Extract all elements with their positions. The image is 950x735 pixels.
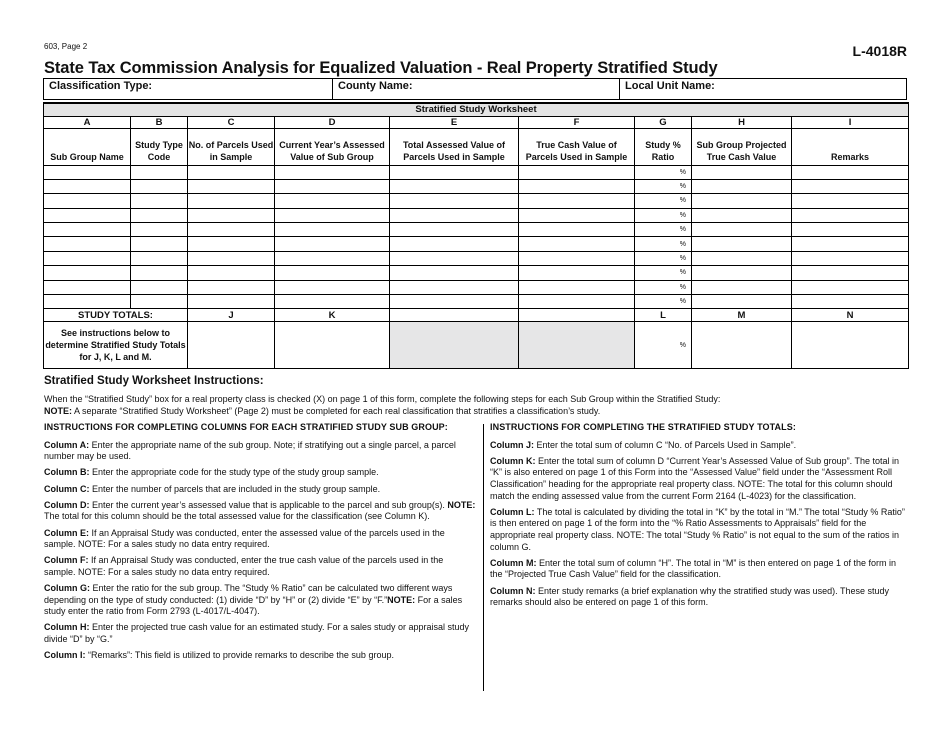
entry-cell[interactable] (275, 165, 390, 179)
page-title: State Tax Commission Analysis for Equalized Valuation - Real Property Stratified Study (44, 59, 718, 77)
column-letter: H (692, 116, 792, 128)
table-row (44, 223, 909, 237)
total-cell-shaded (519, 322, 635, 369)
note-label: NOTE: (447, 499, 476, 510)
entry-cell[interactable] (275, 237, 390, 251)
column-letter: A (44, 116, 131, 128)
instruction-item (44, 650, 476, 662)
instruction-item (44, 622, 476, 645)
instruction-item (44, 484, 476, 496)
entry-cell[interactable] (275, 194, 390, 208)
ratio-cell[interactable]: % (635, 251, 692, 265)
table-row (44, 165, 909, 179)
entry-cell[interactable] (275, 179, 390, 193)
entry-cell[interactable] (390, 223, 519, 237)
entry-cell[interactable] (44, 251, 131, 265)
note-text: A separate “Stratified Study Worksheet” (Page 2) must be completed for each real classification that stratifies a classification’s study. (72, 405, 601, 416)
entry-cell[interactable] (44, 280, 131, 294)
entry-cell[interactable] (390, 237, 519, 251)
ratio-cell[interactable]: % (635, 237, 692, 251)
instruction-item (490, 558, 906, 581)
entry-cell[interactable] (275, 266, 390, 280)
entry-cell[interactable] (692, 208, 792, 222)
entry-cell[interactable] (792, 251, 909, 265)
entry-cell[interactable] (519, 295, 635, 309)
total-cell[interactable] (188, 322, 275, 369)
note-label: NOTE: (387, 594, 416, 605)
instruction-item (490, 507, 906, 553)
instruction-text: Enter the appropriate name of the sub group. Note; if stratifying out a single parcel, a parcel number may be used. (44, 439, 456, 462)
total-letter (519, 309, 635, 322)
entry-cell[interactable] (131, 165, 188, 179)
instruction-label: Column D: (44, 499, 90, 510)
entry-cell[interactable] (188, 165, 275, 179)
table-row (44, 237, 909, 251)
ratio-cell[interactable]: % (635, 295, 692, 309)
entry-cell[interactable] (131, 295, 188, 309)
instruction-item (44, 467, 476, 479)
column-header: Study % Ratio (635, 128, 692, 165)
entry-cell[interactable] (275, 251, 390, 265)
classification-type-label: Classification Type: (49, 80, 153, 92)
entry-cell[interactable] (188, 280, 275, 294)
instruction-text: Enter the appropriate code for the study type of the study group sample. (89, 467, 379, 478)
instruction-text: If an Appraisal Study was conducted, enter the true cash value of the parcels used in the sample. NOTE: For a sales study no data entry required. (44, 555, 444, 577)
entry-cell[interactable] (44, 194, 131, 208)
column-header: Sub Group Name (44, 128, 131, 165)
right-heading: INSTRUCTIONS FOR COMPLETING THE STRATIFIED STUDY TOTALS: (490, 422, 796, 432)
instruction-text: The total is calculated by dividing the total in “K” by the total in “M.” The total “Study % Ratio” is then entered on page 1 of the form into the “% Ratio Assessments to Appraisals” field for the appropriate real property class. NOTE: The total “Study % Ratio” is not equal to the sum of the ratios in column G. (490, 506, 905, 552)
table-row (44, 266, 909, 280)
entry-cell[interactable] (390, 179, 519, 193)
entry-cell[interactable] (44, 165, 131, 179)
entry-cell[interactable] (519, 251, 635, 265)
table-row (44, 179, 909, 193)
entry-cell[interactable] (44, 179, 131, 193)
ratio-cell[interactable]: % (635, 165, 692, 179)
county-name-label: County Name: (338, 80, 413, 92)
entry-cell[interactable] (188, 295, 275, 309)
column-letter: E (390, 116, 519, 128)
instruction-item (44, 555, 476, 578)
entry-cell[interactable] (692, 237, 792, 251)
entry-cell[interactable] (692, 223, 792, 237)
instruction-item (44, 500, 476, 523)
instruction-item (490, 456, 906, 502)
note-label: NOTE: (44, 405, 72, 416)
entry-cell[interactable] (131, 251, 188, 265)
instruction-item (490, 586, 906, 609)
local-unit-name-label: Local Unit Name: (625, 80, 715, 92)
entry-cell[interactable] (519, 223, 635, 237)
left-heading: INSTRUCTIONS FOR COMPLETING COLUMNS FOR EACH STRATIFIED STUDY SUB GROUP: (44, 422, 448, 432)
entry-cell[interactable] (519, 179, 635, 193)
header-fields (43, 78, 907, 100)
entry-cell[interactable] (44, 237, 131, 251)
column-header: Remarks (792, 128, 909, 165)
study-totals-label: STUDY TOTALS: (44, 309, 188, 322)
instruction-label: Column G: (44, 583, 90, 594)
totals-instruction: See instructions below to determine Stratified Study Totals for J, K, L and M. (44, 322, 188, 369)
entry-cell[interactable] (792, 266, 909, 280)
entry-cell[interactable] (792, 223, 909, 237)
instruction-item (490, 440, 906, 452)
entry-cell[interactable] (275, 223, 390, 237)
entry-cell[interactable] (390, 208, 519, 222)
entry-cell[interactable] (519, 165, 635, 179)
entry-cell[interactable] (44, 208, 131, 222)
form-id: L-4018R (852, 43, 907, 59)
column-letter: B (131, 116, 188, 128)
entry-cell[interactable] (692, 280, 792, 294)
column-letter: F (519, 116, 635, 128)
entry-cell[interactable] (692, 295, 792, 309)
entry-cell[interactable] (44, 295, 131, 309)
entry-cell[interactable] (792, 208, 909, 222)
instruction-text: “Remarks”: This field is utilized to provide remarks to describe the sub group. (85, 650, 394, 661)
instructions-intro (44, 394, 914, 417)
entry-cell[interactable] (188, 179, 275, 193)
entry-cell[interactable] (792, 295, 909, 309)
study-totals-row (44, 309, 909, 322)
entry-cell[interactable] (692, 165, 792, 179)
column-header: Sub Group Projected True Cash Value (692, 128, 792, 165)
entry-cell[interactable] (519, 280, 635, 294)
entry-cell[interactable] (519, 208, 635, 222)
table-row (44, 280, 909, 294)
ratio-cell[interactable]: % (635, 208, 692, 222)
entry-cell[interactable] (188, 223, 275, 237)
instruction-label: Column H: (44, 622, 90, 633)
entry-cell[interactable] (792, 179, 909, 193)
column-header: Study Type Code (131, 128, 188, 165)
entry-cell[interactable] (519, 266, 635, 280)
entry-cell[interactable] (131, 179, 188, 193)
column-letters-row (44, 116, 909, 128)
instructions-title: Stratified Study Worksheet Instructions: (44, 375, 264, 387)
instruction-label: Column A: (44, 439, 90, 450)
column-letter: C (188, 116, 275, 128)
entry-cell[interactable] (44, 223, 131, 237)
column-header: Current Year’s Assessed Value of Sub Group (275, 128, 390, 165)
entry-cell[interactable] (275, 295, 390, 309)
table-row (44, 194, 909, 208)
page-label: 603, Page 2 (44, 42, 88, 51)
column-letter: I (792, 116, 909, 128)
instruction-label: Column B: (44, 467, 90, 478)
entry-cell[interactable] (692, 194, 792, 208)
entry-cell[interactable] (792, 165, 909, 179)
instruction-label: Column I: (44, 650, 86, 661)
instruction-label: Column F: (44, 555, 89, 566)
classification-type-field[interactable] (44, 79, 333, 99)
instruction-text: Enter the total sum of column C “No. of Parcels Used in Sample”. (534, 439, 797, 450)
entry-cell[interactable] (692, 251, 792, 265)
column-header-row (44, 128, 909, 165)
total-ratio-cell[interactable]: % (635, 322, 692, 369)
entry-cell[interactable] (390, 251, 519, 265)
column-header: Total Assessed Value of Parcels Used in Sample (390, 128, 519, 165)
entry-cell[interactable] (275, 280, 390, 294)
entry-cell[interactable] (390, 194, 519, 208)
instruction-text: Enter the total sum of column D “Current Year’s Assessed Value of Sub group”. The total in “K” is also entered on page 1 of this Form into the “Assessed Value” field under the “Assessment Roll Classification” heading for the appropriate real property class. NOTE: The total for this column should match the ending assessed value from the current Form 2164 (L-4023) for the classification. (490, 455, 900, 501)
entry-cell[interactable] (131, 280, 188, 294)
table-row (44, 251, 909, 265)
entry-cell[interactable] (188, 266, 275, 280)
entry-cell[interactable] (131, 266, 188, 280)
column-letter: D (275, 116, 390, 128)
instruction-text: If an Appraisal Study was conducted, enter the assessed value of the parcels used in the sample. NOTE: For a sales study no data entry required. (44, 527, 445, 550)
entry-cell[interactable] (390, 266, 519, 280)
instruction-text: The total for this column should be the total assessed value for the classification (see Column K). (44, 511, 430, 522)
instruction-item (44, 440, 476, 463)
instruction-label: Column C: (44, 483, 90, 494)
total-letter: L (635, 309, 692, 322)
column-letter: G (635, 116, 692, 128)
entry-cell[interactable] (390, 165, 519, 179)
entry-cell[interactable] (692, 179, 792, 193)
entry-cell[interactable] (188, 251, 275, 265)
total-cell[interactable] (792, 322, 909, 369)
entry-cell[interactable] (131, 194, 188, 208)
ratio-cell[interactable]: % (635, 266, 692, 280)
instruction-text: Enter the number of parcels that are included in the study group sample. (89, 483, 381, 494)
instruction-label: Column M: (490, 557, 537, 568)
stratified-study-worksheet (43, 102, 909, 369)
county-name-field[interactable] (333, 79, 620, 99)
entry-cell[interactable] (519, 237, 635, 251)
column-header: True Cash Value of Parcels Used in Sample (519, 128, 635, 165)
entry-cell[interactable] (792, 194, 909, 208)
total-letter: J (188, 309, 275, 322)
instruction-label: Column K: (490, 455, 536, 466)
entry-cell[interactable] (519, 194, 635, 208)
entry-cell[interactable] (44, 266, 131, 280)
table-row (44, 295, 909, 309)
intro-text: When the “Stratified Study” box for a real property class is checked (X) on page 1 of this form, complete the following steps for each Sub Group within the Stratified Study: (44, 394, 721, 404)
column-divider (483, 424, 484, 691)
instruction-text: Enter study remarks (a brief explanation why the stratified study was used). These study remarks should also be entered on page 1 of this form. (490, 585, 890, 608)
total-letter: N (792, 309, 909, 322)
instruction-item (44, 583, 476, 618)
instruction-label: Column E: (44, 527, 89, 538)
instruction-label: Column N: (490, 585, 536, 596)
instruction-label: Column L: (490, 506, 535, 517)
total-letter: K (275, 309, 390, 322)
left-instructions (44, 422, 476, 666)
entry-cell[interactable] (792, 280, 909, 294)
entry-cell[interactable] (390, 280, 519, 294)
instruction-text: Enter the projected true cash value for an estimated study. For a sales study or appraisal study divide “D” by “G.” (44, 622, 470, 645)
ratio-cell[interactable]: % (635, 194, 692, 208)
ratio-cell[interactable]: % (635, 280, 692, 294)
entry-cell[interactable] (188, 208, 275, 222)
ratio-cell[interactable]: % (635, 223, 692, 237)
entry-cell[interactable] (131, 223, 188, 237)
total-letter: M (692, 309, 792, 322)
entry-cell[interactable] (188, 194, 275, 208)
instruction-item (44, 528, 476, 551)
intro-note (44, 406, 914, 418)
entry-cell[interactable] (131, 208, 188, 222)
entry-cell[interactable] (131, 237, 188, 251)
instruction-text: Enter the current year’s assessed value that is applicable to the parcel and sub group(s). (89, 499, 448, 510)
instruction-text: For a sales study enter the ratio from Form 2793 (L-4017/L-4047). (44, 594, 463, 617)
entry-cell[interactable] (792, 237, 909, 251)
entry-cell[interactable] (188, 237, 275, 251)
entry-cell[interactable] (390, 295, 519, 309)
totals-entry-row (44, 322, 909, 369)
local-unit-name-field[interactable] (620, 79, 906, 99)
total-cell[interactable] (275, 322, 390, 369)
instruction-label: Column J: (490, 439, 534, 450)
table-row (44, 208, 909, 222)
worksheet-title: Stratified Study Worksheet (44, 103, 909, 116)
entry-cell[interactable] (275, 208, 390, 222)
total-cell-shaded (390, 322, 519, 369)
total-letter (390, 309, 519, 322)
entry-cell[interactable] (692, 266, 792, 280)
right-instructions (490, 422, 906, 613)
ratio-cell[interactable]: % (635, 179, 692, 193)
total-cell[interactable] (692, 322, 792, 369)
instruction-text: Enter the ratio for the sub group. The “Study % Ratio” can be calculated two different ways depending on the type of study conducted: (1) divide “D” by “H” or (2) divide “E” by “F.” (44, 583, 453, 605)
instruction-text: Enter the total sum of column “H”. The total in “M” is then entered on page 1 of the form in the “Projected True Cash Value” field for the classification. (490, 557, 897, 580)
column-header: No. of Parcels Used in Sample (188, 128, 275, 165)
